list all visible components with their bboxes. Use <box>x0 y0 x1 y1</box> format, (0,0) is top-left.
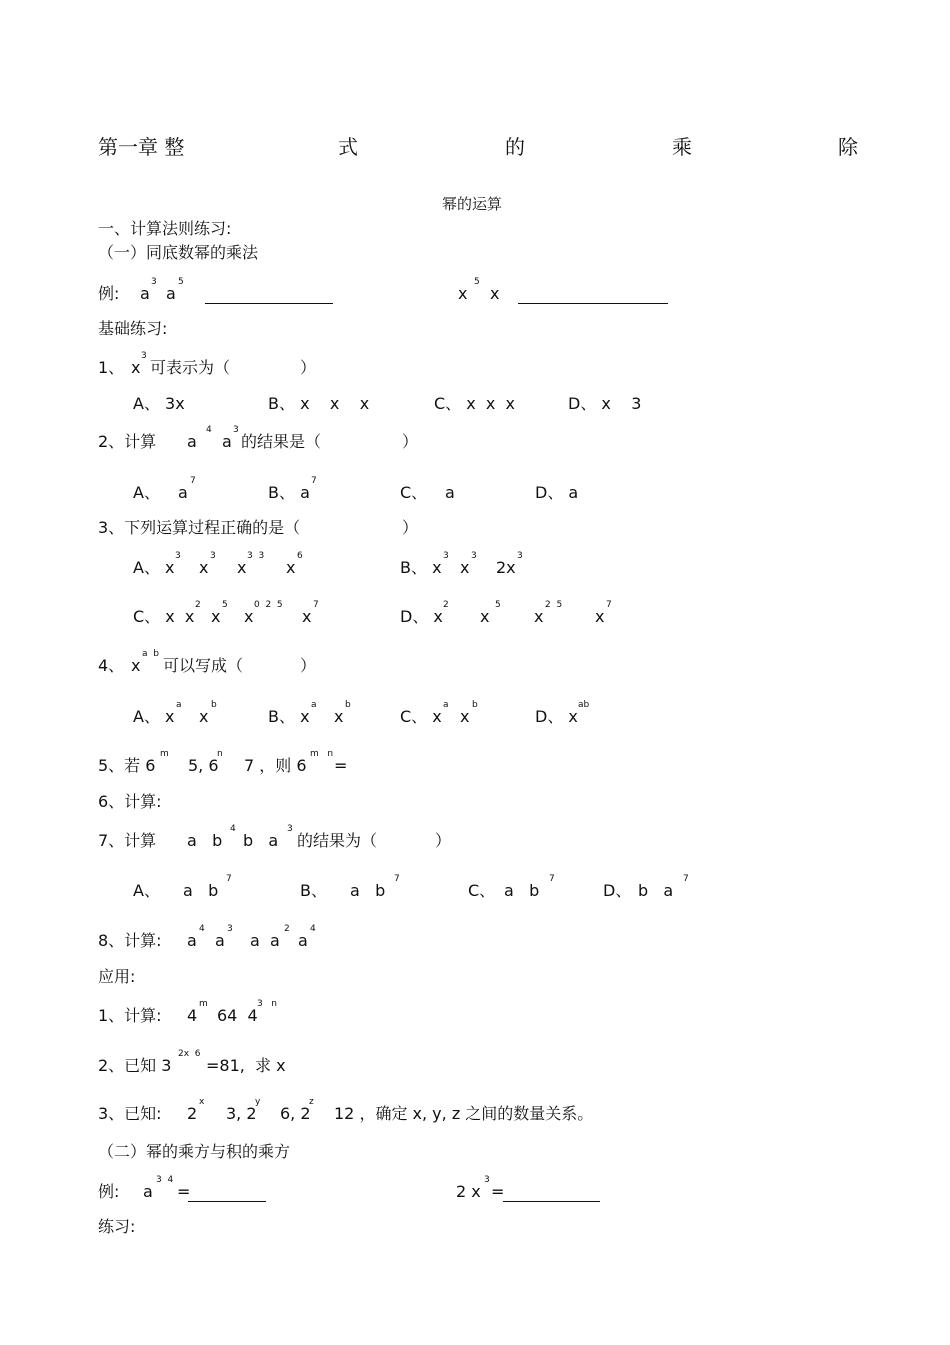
exponent: 7 <box>683 874 689 884</box>
math-text: a b <box>504 881 540 900</box>
math-text: x <box>458 284 468 303</box>
exponent: n <box>217 749 223 759</box>
question-3-options-cd <box>0 600 950 630</box>
subsection-1-heading: （一）同底数幂的乘法 <box>98 243 259 262</box>
exponent: 3 <box>287 824 293 834</box>
exponent: 7 <box>313 600 319 610</box>
practice-heading <box>0 1216 950 1240</box>
math-text: 3, 2 <box>226 1104 257 1123</box>
math-text: a <box>187 432 197 451</box>
option-a[interactable]: A、 x <box>133 707 175 726</box>
exponent: 7 <box>549 874 555 884</box>
option-c[interactable]: C、 x <box>400 707 442 726</box>
answer-blank[interactable] <box>503 1201 600 1202</box>
title-char-2: 式 <box>338 135 358 159</box>
exponent: 3 <box>443 551 449 561</box>
option-b[interactable]: B、 <box>300 881 327 900</box>
exponent: 3 <box>175 551 181 561</box>
option-d[interactable]: D、 x <box>535 707 578 726</box>
exponent: 5 <box>178 277 184 287</box>
question-text: 1、计算: <box>98 1006 162 1025</box>
subsection-2-heading-line <box>0 1141 950 1165</box>
answer-blank[interactable] <box>205 303 333 304</box>
application-label: 应用: <box>98 967 136 986</box>
question-3 <box>0 517 950 541</box>
math-text: x <box>460 558 470 577</box>
option-d[interactable]: D、 x 3 <box>568 394 642 413</box>
bracket-close: ） <box>435 831 452 850</box>
exponent: 3 <box>227 924 233 934</box>
question-4 <box>0 649 950 679</box>
question-text: 的结果为（ <box>297 831 378 850</box>
question-3-options-ab <box>0 551 950 581</box>
math-text: a <box>187 931 197 950</box>
math-text: a <box>215 931 225 950</box>
question-2 <box>0 425 950 455</box>
exponent: a <box>443 700 449 710</box>
exponent: 3 <box>471 551 477 561</box>
math-text: a <box>143 1182 153 1201</box>
exponent: 3 3 <box>247 551 265 561</box>
question-1-options <box>0 393 950 417</box>
question-text: 2、已知 3 <box>98 1056 172 1075</box>
math-text: a <box>298 931 308 950</box>
exponent: 7 <box>394 874 400 884</box>
option-a[interactable]: A、 x <box>133 558 175 577</box>
exponent: 7 <box>190 476 196 486</box>
example-label: 例: <box>98 284 120 303</box>
exponent: 7 <box>311 476 317 486</box>
question-text: 12 ，确定 x, y, z 之间的数量关系。 <box>334 1104 594 1123</box>
exponent: 4 <box>199 924 205 934</box>
exponent: 3 <box>517 551 523 561</box>
exponent: 4 <box>310 924 316 934</box>
exponent: 4 <box>230 824 236 834</box>
math-text: x <box>211 607 221 626</box>
exponent: 5 <box>474 277 480 287</box>
exponent: 0 2 5 <box>254 600 283 610</box>
exponent: 5 <box>495 600 501 610</box>
math-text: 2x <box>496 558 516 577</box>
question-text: 可以写成（ <box>163 656 244 675</box>
exponent: y <box>255 1097 261 1107</box>
question-text: 6、计算: <box>98 792 162 811</box>
math-text: a b <box>183 881 219 900</box>
question-text: 的结果是（ <box>241 432 322 451</box>
exponent: 3 <box>151 277 157 287</box>
exponent: 6 <box>297 551 303 561</box>
example-label: 例: <box>98 1182 120 1201</box>
math-text: 6, 2 <box>280 1104 311 1123</box>
math-text: a b <box>350 881 386 900</box>
exponent: 2 <box>443 600 449 610</box>
chapter-title <box>0 134 950 158</box>
option-b[interactable]: B、 a <box>268 483 310 502</box>
math-text: x <box>334 707 344 726</box>
question-text: 8、计算: <box>98 931 162 950</box>
math-text: x <box>199 707 209 726</box>
exponent: 7 <box>606 600 612 610</box>
question-text: =81, 求 x <box>206 1056 286 1075</box>
math-text: 2 x <box>456 1182 481 1201</box>
math-text: = <box>491 1182 505 1201</box>
math-text: x <box>244 607 254 626</box>
exponent: 2 5 <box>545 600 563 610</box>
math-text: x <box>131 358 141 377</box>
math-text: x <box>286 558 296 577</box>
math-text: 7 ，则 6 <box>244 756 307 775</box>
option-a[interactable]: A、 <box>133 483 160 502</box>
math-text: = <box>177 1182 191 1201</box>
option-b[interactable]: B、 x <box>400 558 442 577</box>
math-text: b a <box>243 831 279 850</box>
exponent: 2 <box>284 924 290 934</box>
math-text: 4 <box>187 1006 198 1025</box>
math-text: = <box>334 756 348 775</box>
exponent: 2x 6 <box>178 1049 201 1059</box>
question-text: 3、下列运算过程正确的是（ <box>98 518 301 537</box>
basic-practice-heading <box>0 318 950 342</box>
exponent: 3 <box>484 1175 490 1185</box>
exponent: z <box>309 1097 314 1107</box>
question-7 <box>0 824 950 854</box>
application-2 <box>0 1049 950 1079</box>
bracket-close: ） <box>300 358 317 377</box>
math-text: 2 <box>187 1104 198 1123</box>
option-c[interactable]: C、 <box>468 881 496 900</box>
math-text: x <box>534 607 544 626</box>
math-text: x <box>131 656 141 675</box>
section-heading <box>0 218 950 242</box>
answer-blank[interactable] <box>518 303 668 304</box>
bracket-close: ） <box>402 432 419 451</box>
exponent: 4 <box>206 425 212 435</box>
question-6 <box>0 791 950 815</box>
math-text: a b <box>187 831 223 850</box>
math-text: a <box>166 284 176 303</box>
option-d[interactable]: D、 <box>603 881 632 900</box>
exponent: m n <box>310 749 334 759</box>
math-text: x <box>460 707 470 726</box>
bracket-close: ） <box>402 518 419 537</box>
math-text: a <box>222 432 232 451</box>
basic-practice-label: 基础练习: <box>98 319 168 338</box>
exponent: 3 n <box>257 999 278 1009</box>
exponent: a b <box>142 649 159 659</box>
exponent: 3 <box>141 351 147 361</box>
title-char-5: 除 <box>838 135 858 159</box>
question-number: 1、 <box>98 358 125 377</box>
question-8 <box>0 924 950 954</box>
subsection-2-heading: （二）幂的乘方与积的乘方 <box>98 1142 291 1161</box>
bracket-close: ） <box>300 656 317 675</box>
exponent: a <box>311 700 317 710</box>
math-text: x <box>237 558 247 577</box>
question-text: 3、已知: <box>98 1104 162 1123</box>
math-text: a a <box>250 931 280 950</box>
exponent: m <box>160 749 169 759</box>
subtitle: 幂的运算 <box>442 195 503 213</box>
exponent: m <box>199 999 208 1009</box>
option-c[interactable]: C、 x x x <box>434 394 516 413</box>
question-number: 4、 <box>98 656 125 675</box>
exponent: 3 4 <box>156 1175 174 1185</box>
option-b[interactable]: B、 x x x <box>268 394 370 413</box>
subsection-heading <box>0 242 950 266</box>
option-a[interactable]: A、 <box>133 881 160 900</box>
exponent: 3 <box>233 425 239 435</box>
question-5 <box>0 749 950 779</box>
math-text: a <box>140 284 150 303</box>
subtitle-line <box>0 193 950 217</box>
math-text: b a <box>638 881 674 900</box>
exponent: 5 <box>222 600 228 610</box>
exponent: 2 <box>195 600 201 610</box>
question-2-options <box>0 476 950 506</box>
section-1-heading: 一、计算法则练习: <box>98 219 232 238</box>
math-text: x <box>199 558 209 577</box>
math-text: a <box>178 483 188 502</box>
practice-label: 练习: <box>98 1217 136 1236</box>
answer-blank[interactable] <box>188 1201 266 1202</box>
question-text: 可表示为（ <box>150 358 231 377</box>
option-c[interactable]: C、 <box>400 483 428 502</box>
exponent: 7 <box>226 874 232 884</box>
math-text: x <box>490 284 500 303</box>
question-1 <box>0 351 950 381</box>
math-text: 64 4 <box>217 1006 258 1025</box>
question-text: 5、若 6 <box>98 756 156 775</box>
question-text: 2、计算 <box>98 432 157 451</box>
application-1 <box>0 999 950 1029</box>
option-b[interactable]: B、 x <box>268 707 310 726</box>
math-text: 5, 6 <box>188 756 219 775</box>
math-text: x <box>302 607 312 626</box>
title-char-3: 的 <box>505 135 525 159</box>
exponent: 3 <box>210 551 216 561</box>
title-char-4: 乘 <box>672 135 692 159</box>
exponent: a <box>176 700 182 710</box>
exponent: b <box>345 700 351 710</box>
math-text: x <box>480 607 490 626</box>
exponent: ab <box>578 700 590 710</box>
example-2 <box>0 1175 950 1205</box>
title-char-1: 第一章 整 <box>98 135 185 159</box>
exponent: b <box>472 700 478 710</box>
application-heading <box>0 966 950 990</box>
math-text: a <box>445 483 455 502</box>
question-text: 7、计算 <box>98 831 157 850</box>
application-3 <box>0 1097 950 1127</box>
exponent: x <box>199 1097 205 1107</box>
math-text: x <box>595 607 605 626</box>
option-d[interactable]: D、 x <box>400 607 443 626</box>
option-c[interactable]: C、 x x <box>133 607 195 626</box>
exponent: b <box>211 700 217 710</box>
question-4-options <box>0 700 950 730</box>
question-7-options <box>0 874 950 904</box>
option-a[interactable]: A、 3x <box>133 394 185 413</box>
option-d[interactable]: D、 a <box>535 483 579 502</box>
example-1 <box>0 277 950 307</box>
